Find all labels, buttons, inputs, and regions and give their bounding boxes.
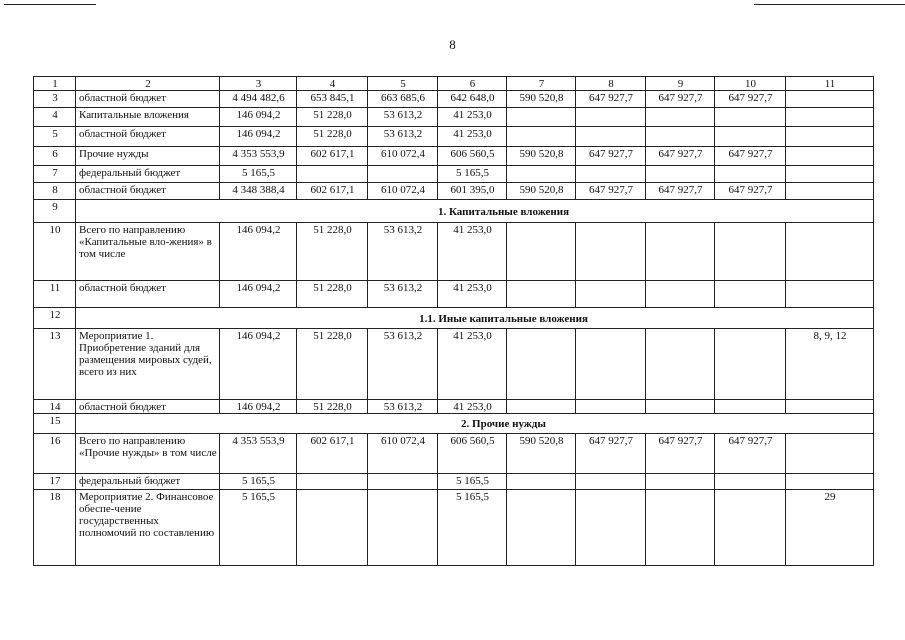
row-number: 5 [34,127,76,147]
column-number: 7 [507,77,576,91]
amount-cell: 610 072,4 [368,434,438,474]
row-number: 13 [34,329,76,400]
item-name: Прочие нужды [76,147,220,166]
amount-cell: 647 927,7 [576,183,646,200]
item-name: областной бюджет [76,281,220,308]
amount-cell [646,223,715,281]
section-title: 2. Прочие нужды [76,414,874,434]
amount-cell: 41 253,0 [438,281,507,308]
amount-cell: 4 353 553,9 [220,434,297,474]
column-number-row [34,77,874,91]
amount-cell: 647 927,7 [646,91,715,108]
amount-cell [715,223,786,281]
amount-cell: 602 617,1 [297,147,368,166]
reference-cell [786,223,874,281]
amount-cell: 602 617,1 [297,183,368,200]
amount-cell [646,281,715,308]
amount-cell: 146 094,2 [220,400,297,414]
amount-cell [507,490,576,566]
amount-cell [576,127,646,147]
item-name: областной бюджет [76,127,220,147]
row-number: 12 [34,308,76,329]
table-row [34,400,874,414]
column-number: 6 [438,77,507,91]
amount-cell: 590 520,8 [507,147,576,166]
amount-cell: 53 613,2 [368,329,438,400]
amount-cell: 5 165,5 [220,474,297,490]
column-number: 10 [715,77,786,91]
reference-cell [786,434,874,474]
item-name: Капитальные вложения [76,108,220,127]
amount-cell [646,127,715,147]
amount-cell: 5 165,5 [438,474,507,490]
table-row [34,329,874,400]
table-row [34,91,874,108]
amount-cell: 41 253,0 [438,329,507,400]
amount-cell: 146 094,2 [220,329,297,400]
row-number: 15 [34,414,76,434]
amount-cell: 590 520,8 [507,434,576,474]
column-number: 8 [576,77,646,91]
amount-cell: 647 927,7 [646,147,715,166]
amount-cell [715,490,786,566]
amount-cell: 647 927,7 [646,183,715,200]
amount-cell [715,400,786,414]
amount-cell: 53 613,2 [368,281,438,308]
amount-cell: 647 927,7 [715,91,786,108]
table-row [34,223,874,281]
top-rule-right [754,4,905,5]
amount-cell: 590 520,8 [507,91,576,108]
table-row [34,147,874,166]
amount-cell: 146 094,2 [220,108,297,127]
amount-cell [715,108,786,127]
amount-cell [576,490,646,566]
table-row [34,490,874,566]
amount-cell: 642 648,0 [438,91,507,108]
amount-cell: 53 613,2 [368,400,438,414]
row-number: 4 [34,108,76,127]
amount-cell [368,474,438,490]
column-number: 4 [297,77,368,91]
amount-cell: 602 617,1 [297,434,368,474]
section-header-row [34,200,874,223]
row-number: 16 [34,434,76,474]
item-name: федеральный бюджет [76,166,220,183]
amount-cell [297,474,368,490]
row-number: 10 [34,223,76,281]
amount-cell [507,281,576,308]
amount-cell [646,474,715,490]
amount-cell [646,490,715,566]
amount-cell: 4 494 482,6 [220,91,297,108]
amount-cell: 51 228,0 [297,400,368,414]
amount-cell: 51 228,0 [297,329,368,400]
table-row [34,108,874,127]
column-number: 11 [786,77,874,91]
amount-cell: 5 165,5 [438,166,507,183]
reference-cell [786,147,874,166]
amount-cell: 647 927,7 [715,434,786,474]
amount-cell: 146 094,2 [220,127,297,147]
amount-cell: 610 072,4 [368,183,438,200]
amount-cell: 647 927,7 [715,183,786,200]
amount-cell [576,400,646,414]
amount-cell [576,108,646,127]
reference-cell: 8, 9, 12 [786,329,874,400]
amount-cell: 53 613,2 [368,108,438,127]
amount-cell [368,490,438,566]
item-name: областной бюджет [76,183,220,200]
amount-cell: 51 228,0 [297,108,368,127]
column-number: 5 [368,77,438,91]
amount-cell [715,474,786,490]
amount-cell [646,400,715,414]
row-number: 14 [34,400,76,414]
table-row [34,434,874,474]
amount-cell: 51 228,0 [297,223,368,281]
amount-cell: 51 228,0 [297,127,368,147]
row-number: 7 [34,166,76,183]
amount-cell: 653 845,1 [297,91,368,108]
amount-cell: 610 072,4 [368,147,438,166]
item-name: федеральный бюджет [76,474,220,490]
amount-cell: 663 685,6 [368,91,438,108]
table-row [34,281,874,308]
table-row [34,474,874,490]
amount-cell: 146 094,2 [220,281,297,308]
amount-cell: 647 927,7 [715,147,786,166]
amount-cell: 53 613,2 [368,127,438,147]
amount-cell: 606 560,5 [438,434,507,474]
amount-cell: 41 253,0 [438,400,507,414]
section-header-row [34,308,874,329]
amount-cell [576,329,646,400]
amount-cell: 647 927,7 [576,91,646,108]
amount-cell: 5 165,5 [220,490,297,566]
column-number: 1 [34,77,76,91]
amount-cell [715,329,786,400]
amount-cell [507,400,576,414]
reference-cell [786,91,874,108]
amount-cell [576,166,646,183]
item-name: Мероприятие 1. Приобретение зданий для размещения мировых судей, всего из них [76,329,220,400]
row-number: 11 [34,281,76,308]
amount-cell [507,108,576,127]
reference-cell [786,166,874,183]
amount-cell: 590 520,8 [507,183,576,200]
amount-cell [507,166,576,183]
item-name: Всего по направлению «Капитальные вло-жения» в том числе [76,223,220,281]
amount-cell: 5 165,5 [438,490,507,566]
amount-cell [576,474,646,490]
row-number: 18 [34,490,76,566]
top-rule-left [4,4,96,5]
amount-cell: 41 253,0 [438,127,507,147]
amount-cell [576,223,646,281]
row-number: 8 [34,183,76,200]
amount-cell [646,329,715,400]
amount-cell [507,127,576,147]
amount-cell: 601 395,0 [438,183,507,200]
item-name: Мероприятие 2. Финансовое обеспе-чение государственных полномочий по составлению [76,490,220,566]
amount-cell [576,281,646,308]
reference-cell [786,400,874,414]
reference-cell: 29 [786,490,874,566]
reference-cell [786,281,874,308]
table-body [34,77,874,566]
item-name: Всего по направлению «Прочие нужды» в том числе [76,434,220,474]
amount-cell [715,166,786,183]
row-number: 9 [34,200,76,223]
amount-cell [507,474,576,490]
amount-cell: 5 165,5 [220,166,297,183]
amount-cell: 4 353 553,9 [220,147,297,166]
amount-cell: 4 348 388,4 [220,183,297,200]
row-number: 3 [34,91,76,108]
reference-cell [786,127,874,147]
reference-cell [786,183,874,200]
table-row [34,183,874,200]
amount-cell: 41 253,0 [438,223,507,281]
amount-cell [646,108,715,127]
table-row [34,166,874,183]
section-title: 1.1. Иные капитальные вложения [76,308,874,329]
amount-cell: 146 094,2 [220,223,297,281]
amount-cell [368,166,438,183]
page-number: 8 [449,37,456,52]
amount-cell: 647 927,7 [576,434,646,474]
amount-cell [507,329,576,400]
amount-cell [507,223,576,281]
section-title: 1. Капитальные вложения [76,200,874,223]
amount-cell: 51 228,0 [297,281,368,308]
amount-cell: 41 253,0 [438,108,507,127]
column-number: 3 [220,77,297,91]
amount-cell [715,127,786,147]
reference-cell [786,108,874,127]
row-number: 17 [34,474,76,490]
amount-cell: 647 927,7 [576,147,646,166]
column-number: 2 [76,77,220,91]
amount-cell [297,166,368,183]
section-header-row [34,414,874,434]
item-name: областной бюджет [76,400,220,414]
row-number: 6 [34,147,76,166]
amount-cell: 606 560,5 [438,147,507,166]
item-name: областной бюджет [76,91,220,108]
amount-cell: 647 927,7 [646,434,715,474]
budget-table [33,76,874,566]
amount-cell [715,281,786,308]
amount-cell [646,166,715,183]
table-row [34,127,874,147]
reference-cell [786,474,874,490]
amount-cell: 53 613,2 [368,223,438,281]
column-number: 9 [646,77,715,91]
amount-cell [297,490,368,566]
